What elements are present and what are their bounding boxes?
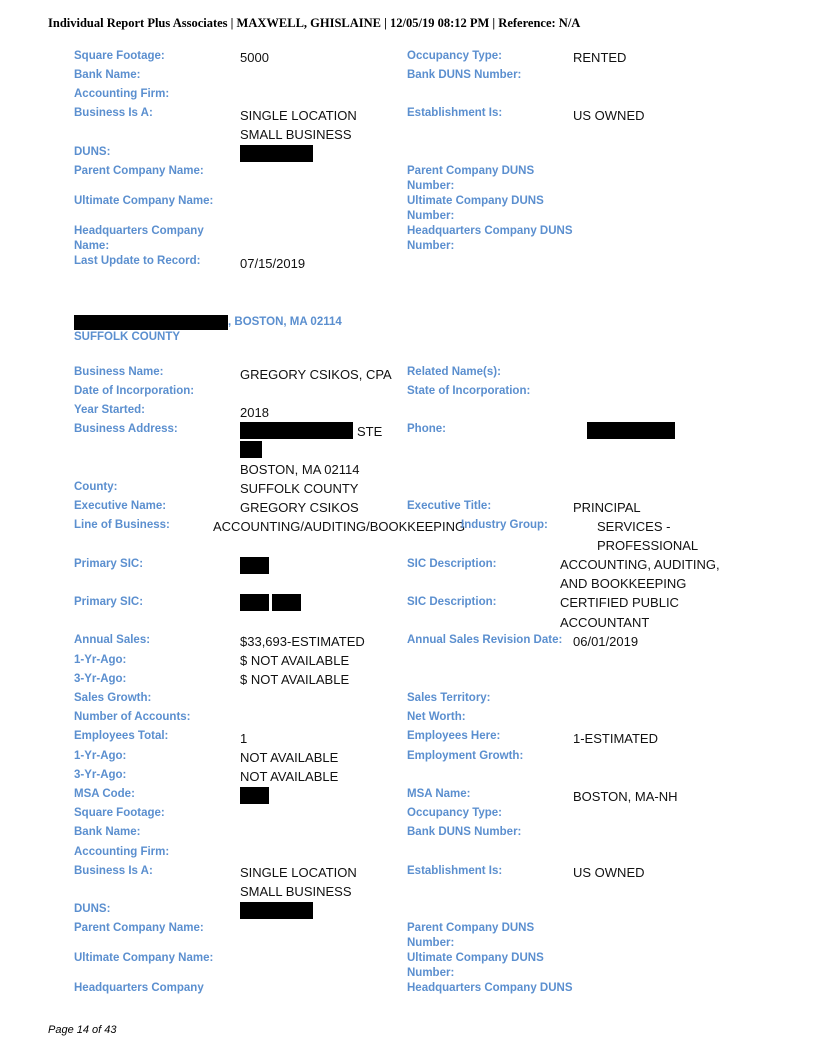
ultimate-company-label: Ultimate Company Name: — [74, 195, 214, 207]
hq-company-label-line2: Name: — [74, 240, 110, 252]
parent-duns-label-2-line1: Parent Company DUNS — [407, 922, 535, 934]
suite-redaction — [240, 441, 262, 458]
primary-sic-label-1: Primary SIC: — [74, 558, 144, 570]
employment-growth-label: Employment Growth: — [407, 750, 524, 762]
employees-here-label: Employees Here: — [407, 730, 501, 742]
year-started-label: Year Started: — [74, 404, 145, 416]
sic-description-1-line2: AND BOOKKEEPING — [560, 576, 687, 591]
duns-label-2: DUNS: — [74, 903, 111, 915]
business-is-a-line1: SINGLE LOCATION — [240, 108, 357, 123]
employees-here-value: 1-ESTIMATED — [573, 731, 658, 746]
employees-3yr-value: NOT AVAILABLE — [240, 769, 339, 784]
annual-sales-label: Annual Sales: — [74, 634, 151, 646]
phone-label: Phone: — [407, 423, 446, 435]
annual-sales-revision-value: 06/01/2019 — [573, 634, 639, 649]
executive-title-value: PRINCIPAL — [573, 500, 641, 515]
last-update-label: Last Update to Record: — [74, 255, 201, 267]
employees-1yr-value: NOT AVAILABLE — [240, 750, 339, 765]
business-address-ste: STE — [357, 424, 383, 439]
address-redaction — [74, 315, 228, 330]
establishment-is-label: Establishment Is: — [407, 107, 503, 119]
page-number: Page 14 of 43 — [48, 1024, 117, 1036]
parent-duns-label-line1: Parent Company DUNS — [407, 165, 535, 177]
sic-description-label-2: SIC Description: — [407, 596, 497, 608]
sales-3yr-label: 3-Yr-Ago: — [74, 673, 127, 685]
sic-description-label-1: SIC Description: — [407, 558, 497, 570]
hq-duns-label-line2: Number: — [407, 240, 455, 252]
square-footage-label-2: Square Footage: — [74, 807, 165, 819]
sic-description-2-line2: ACCOUNTANT — [560, 615, 650, 630]
ultimate-duns-label-line1: Ultimate Company DUNS — [407, 195, 544, 207]
last-update-value: 07/15/2019 — [240, 256, 306, 271]
occupancy-type-label: Occupancy Type: — [407, 50, 503, 62]
hq-company-label-2: Headquarters Company — [74, 982, 204, 994]
occupancy-type-value: RENTED — [573, 50, 627, 65]
square-footage-value: 5000 — [240, 50, 269, 65]
business-is-a-2-line2: SMALL BUSINESS — [240, 884, 352, 899]
hq-duns-label-2: Headquarters Company DUNS — [407, 982, 573, 994]
msa-code-label: MSA Code: — [74, 788, 135, 800]
primary-sic-label-2: Primary SIC: — [74, 596, 144, 608]
employees-total-label: Employees Total: — [74, 730, 169, 742]
msa-name-label: MSA Name: — [407, 788, 471, 800]
address-heading: , BOSTON, MA 02114 — [228, 316, 342, 328]
industry-group-line2: PROFESSIONAL — [597, 538, 699, 553]
occupancy-type-label-2: Occupancy Type: — [407, 807, 503, 819]
establishment-is-value: US OWNED — [573, 108, 645, 123]
county-heading: SUFFOLK COUNTY — [74, 331, 181, 343]
ultimate-company-label-2: Ultimate Company Name: — [74, 952, 214, 964]
hq-duns-label-line1: Headquarters Company DUNS — [407, 225, 573, 237]
employees-total-value: 1 — [240, 731, 248, 746]
ultimate-duns-label-2-line1: Ultimate Company DUNS — [407, 952, 544, 964]
parent-company-label-2: Parent Company Name: — [74, 922, 204, 934]
industry-group-line1: SERVICES - — [597, 519, 671, 534]
establishment-is-value-2: US OWNED — [573, 865, 645, 880]
sales-growth-label: Sales Growth: — [74, 692, 152, 704]
square-footage-label: Square Footage: — [74, 50, 165, 62]
hq-company-label-line1: Headquarters Company — [74, 225, 204, 237]
county-value: SUFFOLK COUNTY — [240, 481, 359, 496]
sic-description-2-line1: CERTIFIED PUBLIC — [560, 595, 679, 610]
ultimate-duns-label-line2: Number: — [407, 210, 455, 222]
number-of-accounts-label: Number of Accounts: — [74, 711, 191, 723]
industry-group-label: Industry Group: — [461, 519, 548, 531]
related-names-label: Related Name(s): — [407, 366, 501, 378]
bank-name-label-2: Bank Name: — [74, 826, 141, 838]
duns-redaction — [240, 145, 313, 162]
business-is-a-2-line1: SINGLE LOCATION — [240, 865, 357, 880]
accounting-firm-label-2: Accounting Firm: — [74, 846, 170, 858]
establishment-is-label-2: Establishment Is: — [407, 865, 503, 877]
street-redaction — [240, 422, 353, 439]
date-incorporation-label: Date of Incorporation: — [74, 385, 195, 397]
executive-name-label: Executive Name: — [74, 500, 167, 512]
parent-duns-label-2-line2: Number: — [407, 937, 455, 949]
state-incorporation-label: State of Incorporation: — [407, 385, 531, 397]
duns-redaction-2 — [240, 902, 313, 919]
business-address-city: BOSTON, MA 02114 — [240, 462, 360, 477]
employees-1yr-label: 1-Yr-Ago: — [74, 750, 127, 762]
line-of-business-value: ACCOUNTING/AUDITING/BOOKKEEPING — [213, 519, 466, 534]
business-name-value: GREGORY CSIKOS, CPA — [240, 367, 392, 382]
sales-3yr-value: $ NOT AVAILABLE — [240, 672, 350, 687]
sic-description-1-line1: ACCOUNTING, AUDITING, — [560, 557, 720, 572]
primary-sic-redaction-2b — [272, 594, 301, 611]
business-is-a-label: Business Is A: — [74, 107, 153, 119]
employees-3yr-label: 3-Yr-Ago: — [74, 769, 127, 781]
business-is-a-line2: SMALL BUSINESS — [240, 127, 352, 142]
primary-sic-redaction-2a — [240, 594, 269, 611]
bank-duns-label-2: Bank DUNS Number: — [407, 826, 522, 838]
net-worth-label: Net Worth: — [407, 711, 466, 723]
sales-territory-label: Sales Territory: — [407, 692, 491, 704]
annual-sales-value: $33,693-ESTIMATED — [240, 634, 365, 649]
sales-1yr-value: $ NOT AVAILABLE — [240, 653, 350, 668]
year-started-value: 2018 — [240, 405, 269, 420]
msa-code-redaction — [240, 787, 269, 804]
business-address-label: Business Address: — [74, 423, 178, 435]
accounting-firm-label: Accounting Firm: — [74, 88, 170, 100]
business-name-label: Business Name: — [74, 366, 164, 378]
executive-name-value: GREGORY CSIKOS — [240, 500, 359, 515]
line-of-business-label: Line of Business: — [74, 519, 170, 531]
business-is-a-label-2: Business Is A: — [74, 865, 153, 877]
parent-company-label: Parent Company Name: — [74, 165, 204, 177]
annual-sales-revision-label: Annual Sales Revision Date: — [407, 634, 563, 646]
executive-title-label: Executive Title: — [407, 500, 492, 512]
phone-redaction — [587, 422, 675, 439]
sales-1yr-label: 1-Yr-Ago: — [74, 654, 127, 666]
county-label: County: — [74, 481, 118, 493]
msa-name-value: BOSTON, MA-NH — [573, 789, 678, 804]
bank-name-label: Bank Name: — [74, 69, 141, 81]
ultimate-duns-label-2-line2: Number: — [407, 967, 455, 979]
duns-label: DUNS: — [74, 146, 111, 158]
parent-duns-label-line2: Number: — [407, 180, 455, 192]
report-header: Individual Report Plus Associates | MAXWELL, GHISLAINE | 12/05/19 08:12 PM | Reference: N/A — [48, 16, 581, 30]
primary-sic-redaction-1 — [240, 557, 269, 574]
bank-duns-label: Bank DUNS Number: — [407, 69, 522, 81]
